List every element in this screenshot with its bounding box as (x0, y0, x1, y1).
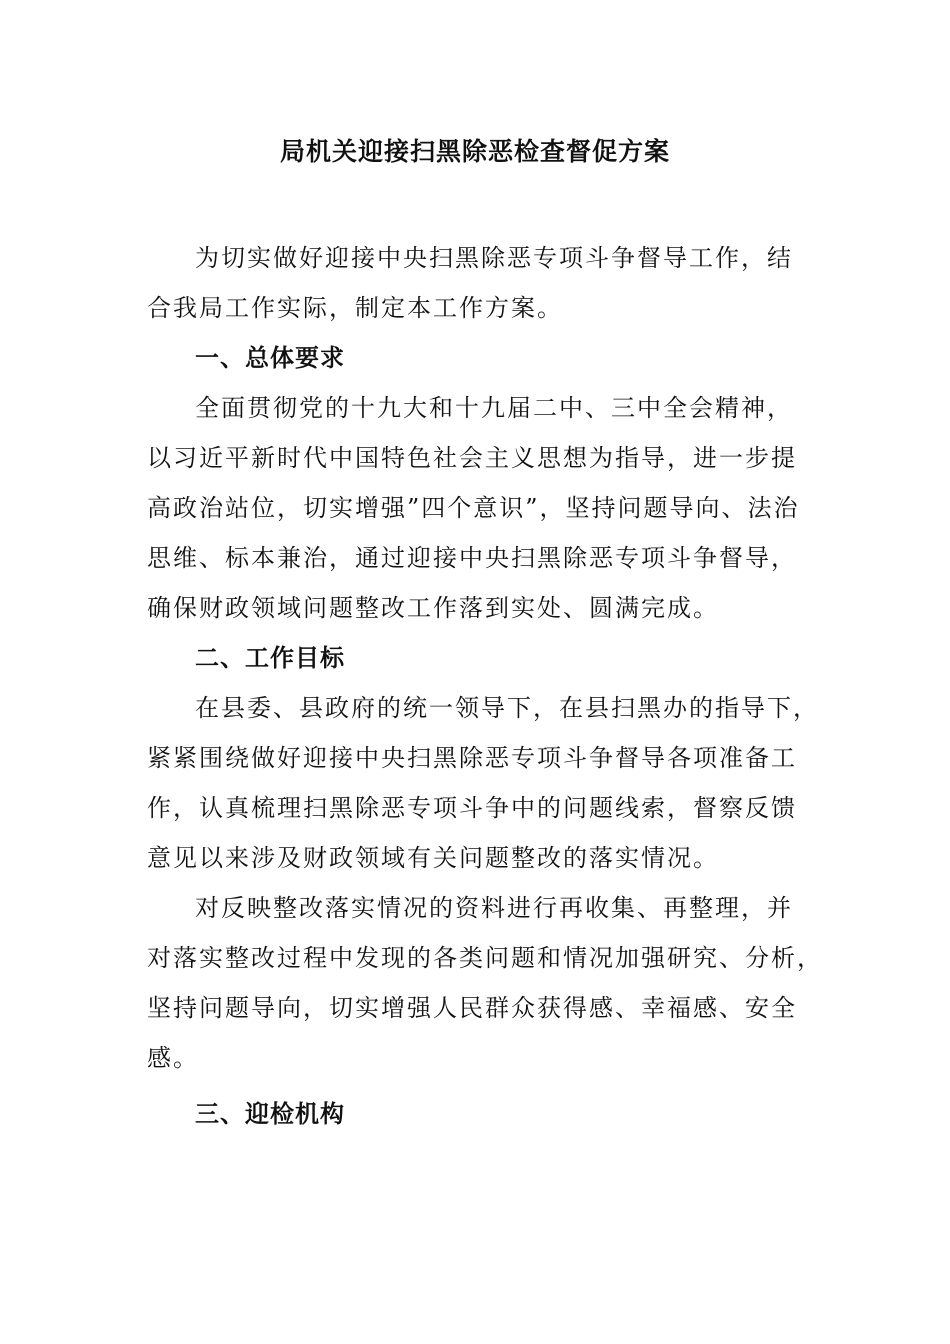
work-goals-paragraph-2 (147, 883, 823, 1083)
intro-paragraph (147, 233, 797, 333)
paragraph-line: 感。 (147, 1044, 199, 1072)
paragraph-line: 对落实整改过程中发现的各类问题和情况加强研究、分析， (147, 944, 823, 972)
document-body (147, 233, 823, 1139)
paragraph-line: 思维、标本兼治，通过迎接中央扫黑除恶专项斗争督导， (147, 544, 797, 572)
paragraph-line: 坚持问题导向，切实增强人民群众获得感、幸福感、安全 (147, 994, 797, 1022)
work-goals-paragraph-1 (147, 683, 819, 883)
section-heading-work-goals (147, 633, 797, 683)
section-heading-text: 一、总体要求 (195, 343, 345, 372)
section-heading-text: 二、工作目标 (195, 643, 345, 672)
intro-line: 为切实做好迎接中央扫黑除恶专项斗争督导工作，结 (195, 244, 793, 272)
paragraph-line: 对反映整改落实情况的资料进行再收集、再整理，并 (195, 894, 793, 922)
paragraph-line: 高政治站位，切实增强”四个意识”，坚持问题导向、法治 (147, 494, 800, 522)
intro-line: 合我局工作实际，制定本工作方案。 (147, 294, 563, 322)
paragraph-line: 全面贯彻党的十九大和十九届二中、三中全会精神， (195, 394, 793, 422)
overall-requirements-paragraph (147, 383, 800, 633)
paragraph-line: 以习近平新时代中国特色社会主义思想为指导，进一步提 (147, 444, 797, 472)
section-heading-overall-requirements (147, 333, 797, 383)
paragraph-line: 在县委、县政府的统一领导下，在县扫黑办的指导下， (195, 694, 819, 722)
paragraph-line: 紧紧围绕做好迎接中央扫黑除恶专项斗争督导各项准备工 (147, 744, 797, 772)
paragraph-line: 意见以来涉及财政领域有关问题整改的落实情况。 (147, 844, 719, 872)
paragraph-line: 作，认真梳理扫黑除恶专项斗争中的问题线索，督察反馈 (147, 794, 797, 822)
paragraph-line: 确保财政领域问题整改工作落到实处、圆满完成。 (147, 594, 719, 622)
section-heading-inspection-agency (147, 1089, 797, 1139)
section-heading-text: 三、迎检机构 (195, 1099, 345, 1128)
document-title: 局机关迎接扫黑除恶检查督促方案 (279, 137, 670, 166)
